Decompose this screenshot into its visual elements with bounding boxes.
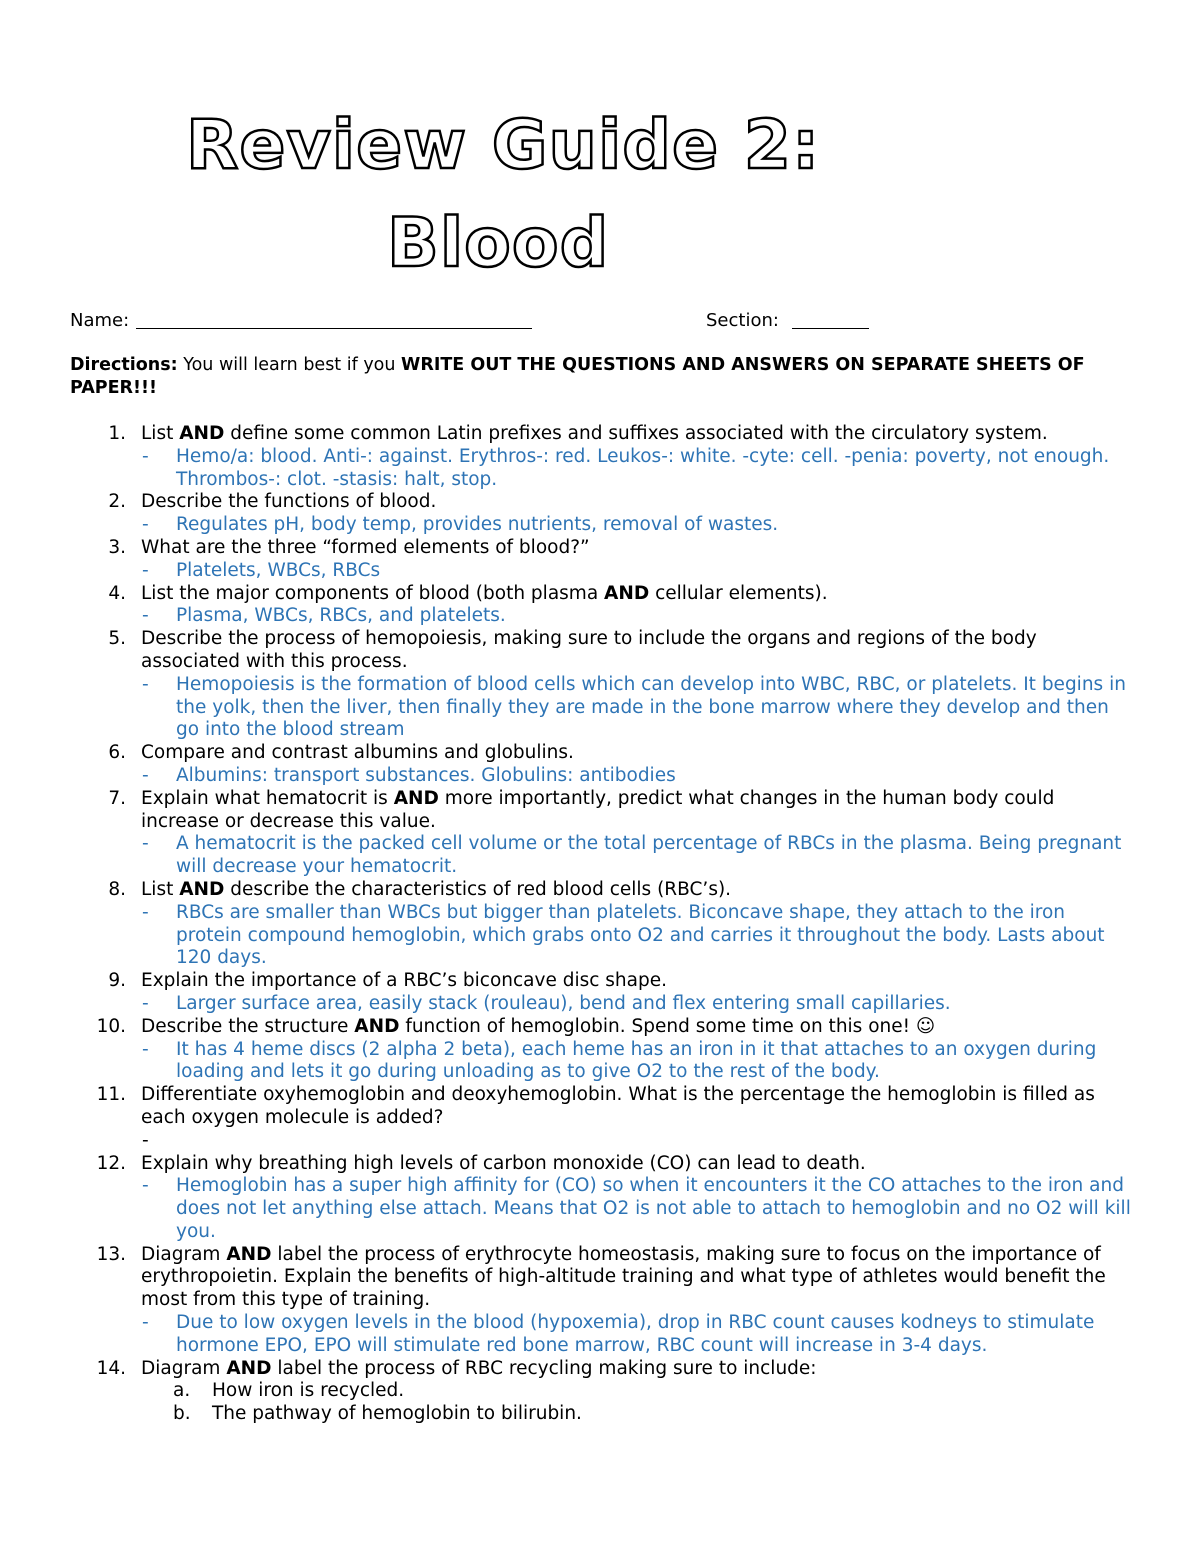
question-text: Describe the functions of blood. [141,491,437,513]
question-text: Differentiate oxyhemoglobin and deoxyhemoglobin. What is the percentage the hemoglobin is filled as each oxygen molecule is added? [141,1084,1095,1128]
answer-text: It has 4 heme discs (2 alpha 2 beta), each heme has an iron in it that attaches to an oxygen during loading and lets it go during unloading as to give O2 to the rest of the body. [176,1038,1097,1083]
question-item [70,970,1135,993]
question-text: Diagram [141,1243,227,1265]
title-line-2: Blood [387,204,610,283]
answer-bullet: - [142,1038,149,1060]
directions-text: You will learn best if you [177,355,402,375]
question-text: Diagram [141,1357,227,1379]
name-blank[interactable] [136,309,532,329]
answer-bullet: - [142,605,149,627]
question-number: 12. [96,1152,126,1174]
question-text: Explain why breathing high levels of carbon monoxide (CO) can lead to death. [141,1152,866,1174]
question-item [70,1244,1135,1312]
sub-item-text: The pathway of hemoglobin to bilirubin. [212,1403,582,1425]
question-number: 10. [96,1015,126,1037]
question-text: define some common Latin prefixes and suffixes associated with the circulatory system. [224,423,1048,444]
answer-bullet: - [142,901,149,923]
question-item [70,879,1135,902]
question-text: function of hemoglobin. Spend some time on this one! ☺ [399,1015,936,1037]
sub-item-letter: a. [173,1380,191,1402]
directions-emphasis: WRITE OUT THE QUESTIONS AND ANSWERS ON SEPARATE SHEETS OF PAPER!!! [70,355,1085,398]
name-section-row [70,309,1130,335]
answer-item [70,605,1135,628]
section-label: Section: [706,310,779,331]
answer-bullet: - [142,833,149,855]
question-number: 2. [108,491,126,513]
question-text: What are the three “formed elements of blood?” [141,536,590,558]
answer-item [70,1039,1135,1085]
question-text: label the process of erythrocyte homeostasis, making sure to focus on the importance of erythropoietin. Explain the benefits of high-altitude training and what type of athletes would benefit the most from this type of training. [141,1243,1106,1311]
answer-item [70,446,1135,492]
question-text: Explain what hematocrit is [141,787,394,809]
question-item [70,1153,1135,1176]
question-text: label the process of RBC recycling making sure to include: [271,1357,817,1379]
name-label: Name: [70,310,130,331]
answer-bullet: - [142,1129,149,1151]
question-text: List [141,878,180,900]
question-emphasis: AND [354,1015,400,1037]
answer-text: RBCs are smaller than WBCs but bigger than platelets. Biconcave shape, they attach to the iron protein compound hemoglobin, which grabs onto O2 and carries it throughout the body. Lasts about 120 days. [176,901,1105,969]
question-item [70,788,1135,834]
question-emphasis: AND [226,1357,272,1379]
question-number: 6. [108,742,126,764]
title-line-1: Review Guide 2: [186,106,821,185]
question-text: List [141,423,180,444]
question-number: 9. [108,970,126,992]
answer-bullet: - [142,445,149,467]
answer-text: Platelets, WBCs, RBCs [176,559,381,581]
answer-text: Hemo/a: blood. Anti-: against. Erythros-: red. Leukos-: white. -cyte: cell. -penia: poverty, not enough. Thrombos-: clot. -stasis: halt, stop. [176,445,1110,490]
question-number: 13. [96,1243,126,1265]
question-text: describe the characteristics of red blood cells (RBC’s). [224,878,732,900]
question-item [70,742,1135,765]
sub-item [70,1380,1135,1403]
answer-text: Albumins: transport substances. Globulins: antibodies [176,764,676,786]
question-text: more importantly, predict what changes in the human body could increase or decrease this value. [141,787,1055,832]
answer-text: Due to low oxygen levels in the blood (hypoxemia), drop in RBC count causes kodneys to stimulate hormone EPO, EPO will stimulate red bone marrow, RBC count will increase in 3-4 days. [176,1312,1095,1356]
answer-item [70,1175,1135,1243]
question-emphasis: AND [179,878,225,900]
answer-bullet: - [142,1175,149,1197]
question-list [70,423,1135,1426]
question-item [70,423,1135,446]
question-text: cellular elements). [649,582,828,604]
question-emphasis: AND [604,582,650,604]
question-text: Compare and contrast albumins and globulins. [141,742,574,764]
answer-item [70,765,1135,788]
answer-bullet: - [142,992,149,1014]
section-blank[interactable] [792,309,869,329]
answer-bullet: - [142,1312,149,1334]
question-item [70,1016,1135,1039]
question-number: 11. [96,1084,126,1106]
answer-text: Hemopoiesis is the formation of blood cells which can develop into WBC, RBC, or platelets. It begins in the yolk, then the liver, then finally they are made in the bone marrow where they develop and then go into the blood stream [176,673,1126,741]
answer-bullet: - [142,764,149,786]
answer-bullet: - [142,559,149,581]
question-number: 14. [96,1357,126,1379]
answer-item [70,560,1135,583]
answer-text: Plasma, WBCs, RBCs, and platelets. [176,605,506,627]
answer-text: A hematocrit is the packed cell volume or the total percentage of RBCs in the plasma. Being pregnant will decrease your hematocrit. [176,833,1122,878]
answer-text: Regulates pH, body temp, provides nutrients, removal of wastes. [176,514,779,536]
sub-item-letter: b. [173,1403,191,1425]
question-emphasis: AND [226,1243,272,1265]
directions-label: Directions: [70,355,178,375]
question-number: 4. [108,582,126,604]
question-text: Describe the process of hemopoiesis, making sure to include the organs and regions of the body associated with this process. [141,628,1037,672]
question-item [70,537,1135,560]
answer-item [70,1130,1135,1153]
question-number: 1. [108,423,126,444]
question-emphasis: AND [179,423,225,444]
question-number: 8. [108,878,126,900]
answer-item [70,833,1135,879]
question-text: Explain the importance of a RBC’s biconcave disc shape. [141,970,667,992]
question-item [70,1358,1135,1381]
question-item [70,628,1135,674]
answer-text: Hemoglobin has a super high affinity for (CO) so when it encounters it the CO attaches to the iron and does not let anything else attach. Means that O2 is not able to attach to hemoglobin and no O2 will kill you. [176,1175,1131,1242]
question-number: 5. [108,628,126,650]
answer-item [70,902,1135,970]
answer-item [70,514,1135,537]
sub-item [70,1403,1135,1426]
question-text: List the major components of blood (both plasma [141,582,605,604]
sub-item-text: How iron is recycled. [212,1380,405,1402]
question-text: Describe the structure [141,1015,355,1037]
directions [70,354,1130,400]
question-item [70,491,1135,514]
answer-item [70,993,1135,1016]
question-item [70,1084,1135,1130]
answer-bullet: - [142,673,149,695]
answer-bullet: - [142,514,149,536]
answer-text [176,1130,182,1151]
answer-item [70,674,1135,742]
question-emphasis: AND [393,787,439,809]
question-number: 7. [108,787,126,809]
question-number: 3. [108,536,126,558]
answer-text: Larger surface area, easily stack (rouleau), bend and flex entering small capillaries. [176,992,951,1014]
question-item [70,583,1135,606]
answer-item [70,1312,1135,1358]
